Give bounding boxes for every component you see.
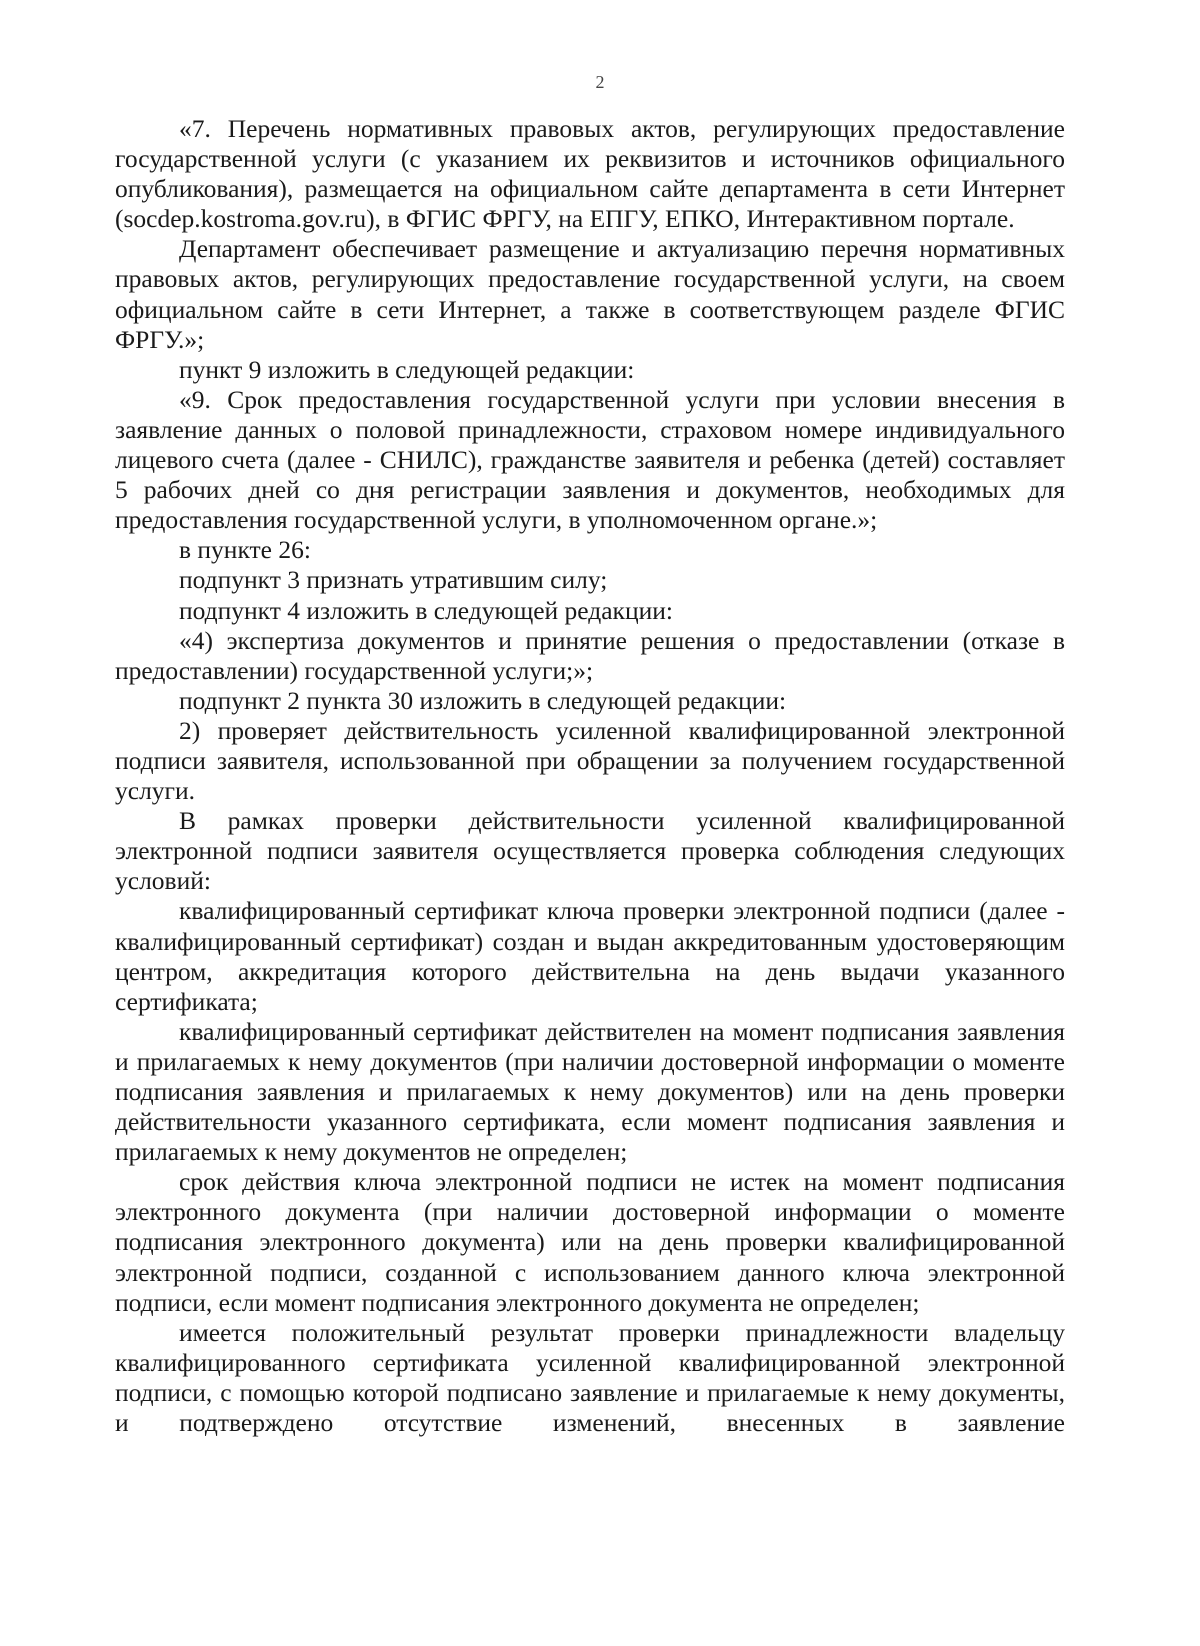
paragraph-condition-key-validity: срок действия ключа электронной подписи не истек на момент подписания электронного документа (при наличии достоверной информации о моменте подписания электронного документа) или на день проверки квалифицированной электронной подписи, созданной с использованием данного ключа электронной подписи, если момент подписания электронного документа не определен; <box>115 1167 1065 1317</box>
paragraph-condition-ownership-check: имеется положительный результат проверки принадлежности владельцу квалифицированного сертификата усиленной квалифицированной электронной подписи, с помощью которой подписано заявление и прилагаемые к нему документы, и подтверждено отсутствие изменений, внесенных в заявление <box>115 1317 1065 1438</box>
document-body <box>115 114 1065 1438</box>
paragraph-amend-item-9: пункт 9 изложить в следующей редакции: <box>179 354 635 384</box>
paragraph-item-9: «9. Срок предоставления государственной услуги при условии внесения в заявление данных о половой принадлежности, страховом номере индивидуального лицевого счета (далее - СНИЛС), гражданстве заявителя и ребенка (детей) составляет 5 рабочих дней со дня регистрации заявления и документов, необходимых для предоставления государственной услуги, в уполномоченном органе.»; <box>115 384 1065 535</box>
paragraph-subitem-3-void: подпункт 3 признать утратившим силу; <box>179 565 608 595</box>
paragraph-amend-subitem-4: подпункт 4 изложить в следующей редакции: <box>179 595 673 625</box>
page-number: 2 <box>595 72 605 92</box>
paragraph-verification-conditions: В рамках проверки действительности усиленной квалифицированной электронной подписи заявителя осуществляется проверка соблюдения следующих условий: <box>115 806 1065 896</box>
paragraph-condition-certificate-issued: квалифицированный сертификат ключа проверки электронной подписи (далее - квалифицированный сертификат) создан и выдан аккредитованным удостоверяющим центром, аккредитация которого действительна на день выдачи указанного сертификата; <box>115 896 1065 1016</box>
paragraph-subitem-2: 2) проверяет действительность усиленной квалифицированной электронной подписи заявителя, использованной при обращении за получением государственной услуги. <box>115 715 1065 806</box>
paragraph-in-item-26: в пункте 26: <box>179 535 311 565</box>
paragraph-condition-certificate-valid: квалифицированный сертификат действителен на момент подписания заявления и прилагаемых к нему документов (при наличии достоверной информации о моменте подписания заявления и прилагаемых к нему документов) или на день проверки действительности указанного сертификата, если момент подписания заявления и прилагаемых к нему документов не определен; <box>115 1016 1065 1167</box>
paragraph-subitem-4: «4) экспертиза документов и принятие решения о предоставлении (отказе в предоставлении) государственной услуги;»; <box>115 625 1065 685</box>
paragraph-amend-item-30: подпункт 2 пункта 30 изложить в следующей редакции: <box>179 685 787 715</box>
paragraph-department-obligation: Департамент обеспечивает размещение и актуализацию перечня нормативных правовых актов, регулирующих предоставление государственной услуги, на своем официальном сайте в сети Интернет, а также в соответствующем разделе ФГИС ФРГУ.»; <box>115 234 1065 354</box>
paragraph-item-7: «7. Перечень нормативных правовых актов, регулирующих предоставление государственной услуги (с указанием их реквизитов и источников официального опубликования), размещается на официальном сайте департамента в сети Интернет (socdep.kostroma.gov.ru), в ФГИС ФРГУ, на ЕПГУ, ЕПКО, Интерактивном портале. <box>115 114 1065 234</box>
